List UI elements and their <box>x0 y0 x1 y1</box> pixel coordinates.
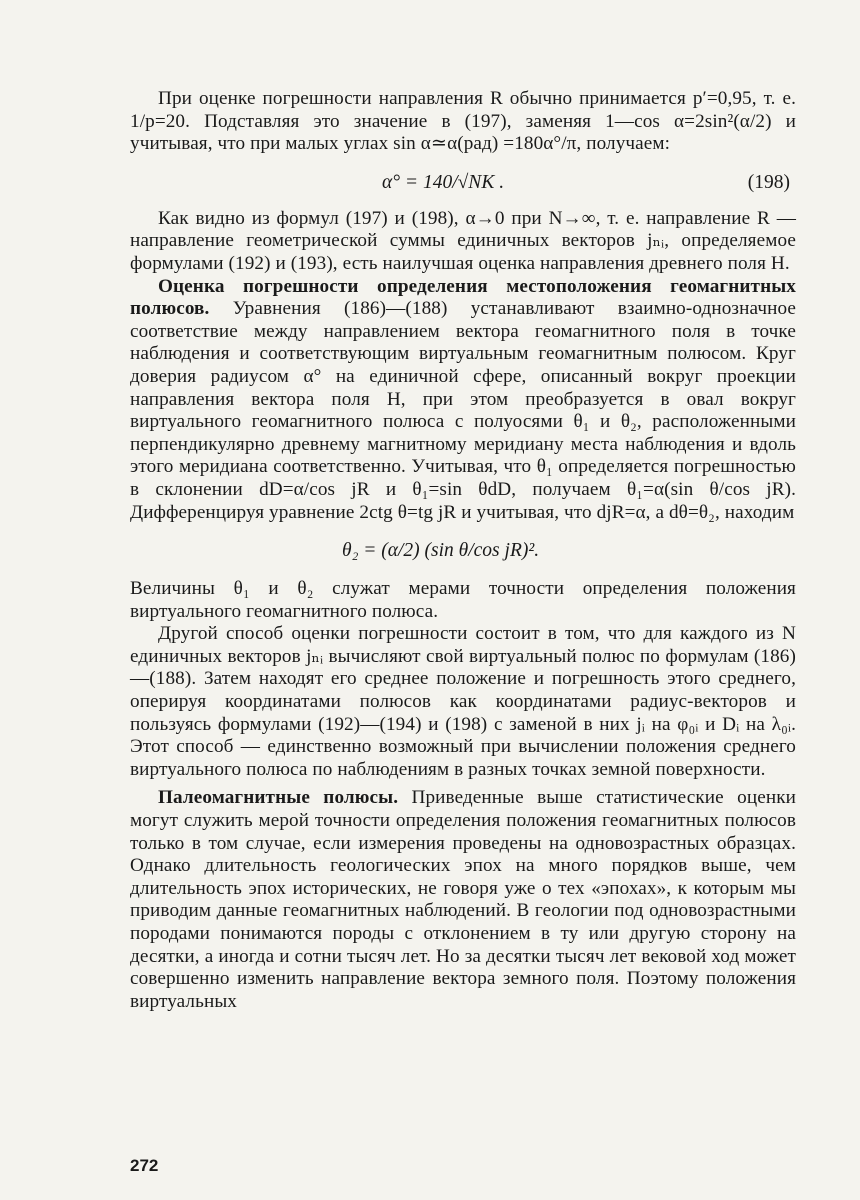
paragraph-6-text: Приведенные выше статистические оценки могут служить мерой точности определения положения геомагнитных полюсов только в том случае, если измерения проведены на одновозрастных образцах. Однако длительность геологических эпох на много порядков выше, чем длительность эпох исторических, не говоря уже о тех «эпохах», к которым мы приводим данные геомагнитных наблюдений. В геологии под одновозрастными породами понимаются породы с отклонением в ту или другую сторону на десятки, а иногда и сотни тысяч лет. Но за десятки тысяч лет вековой ход может совершенно изменить направление вектора земного поля. Поэтому положения виртуальных <box>130 787 796 1012</box>
paragraph-5: Другой способ оценки погрешности состоит в том, что для каждого из N единичных векторов jₙᵢ вычисляют свой виртуальный полюс по формулам (186)—(188). Затем находят его среднее положение и погрешность этого среднего, оперируя координатами полюсов как координатами радиус-векторов и пользуясь формулами (192)—(194) и (198) с заменой в них jᵢ на φ₀ᵢ и Dᵢ на λ₀ᵢ. Этот способ — единственно возможный при вычислении положения среднего виртуального полюса по наблюдениям в разных точках земной поверхности. <box>130 623 796 780</box>
paragraph-6 <box>130 787 796 1013</box>
formula-198-expression: α° = 140/√NK . <box>382 171 505 193</box>
paragraph-3 <box>130 276 796 525</box>
paragraph-1: При оценке погрешности направления R обычно принимается p′=0,95, т. е. 1/p=20. Подставляя это значение в (197), заменяя 1—cos α=2sin²(α/2) и учитывая, что при малых углах sin α≃α(рад) =180α°/π, получаем: <box>130 88 796 155</box>
formula-theta2-expression: θ₂ = (α/2) (sin θ/cos jR)². <box>342 540 540 562</box>
heading-poles-error: Оценка погрешности определения местоположения геомагнитных полюсов. <box>130 275 796 320</box>
heading-paleo: Палеомагнитные полюсы. <box>158 787 399 809</box>
paragraph-2: Как видно из формул (197) и (198), α→0 при N→∞, т. е. направление R — направление геометрической суммы единичных векторов jₙᵢ, определяемое формулами (192) и (193), есть наилучшая оценка направления древнего поля H. <box>130 207 796 274</box>
page-number: 272 <box>130 1156 159 1175</box>
paragraph-3-text: Уравнения (186)—(188) устанавливают взаимно-однозначное соответствие между направлением вектора геомагнитного поля в точке наблюдения и соответствующим виртуальным геомагнитным полюсом. Круг доверия радиусом α° на единичной сфере, описанный вокруг проекции направления вектора поля H, при этом преобразуется в овал вокруг виртуального геомагнитного полюса с полуосями θ₁ и θ₂, расположенными перпендикулярно древнему магнитному меридиану места наблюдения и вдоль этого меридиана соответственно. Учитывая, что θ₁ определяется погрешностью в склонении dD=α/cos jR и θ₁=sin θdD, получаем θ₁=α(sin θ/cos jR). Дифференцируя уравнение 2ctg θ=tg jR и учитывая, что djR=α, а dθ=θ₂, находим <box>130 298 796 523</box>
formula-theta2 <box>130 540 796 562</box>
paragraph-4: Величины θ₁ и θ₂ служат мерами точности определения положения виртуального геомагнитного полюса. <box>130 578 796 622</box>
formula-198 <box>130 172 796 194</box>
formula-198-number: (198) <box>747 171 790 193</box>
page-body <box>130 88 796 1013</box>
